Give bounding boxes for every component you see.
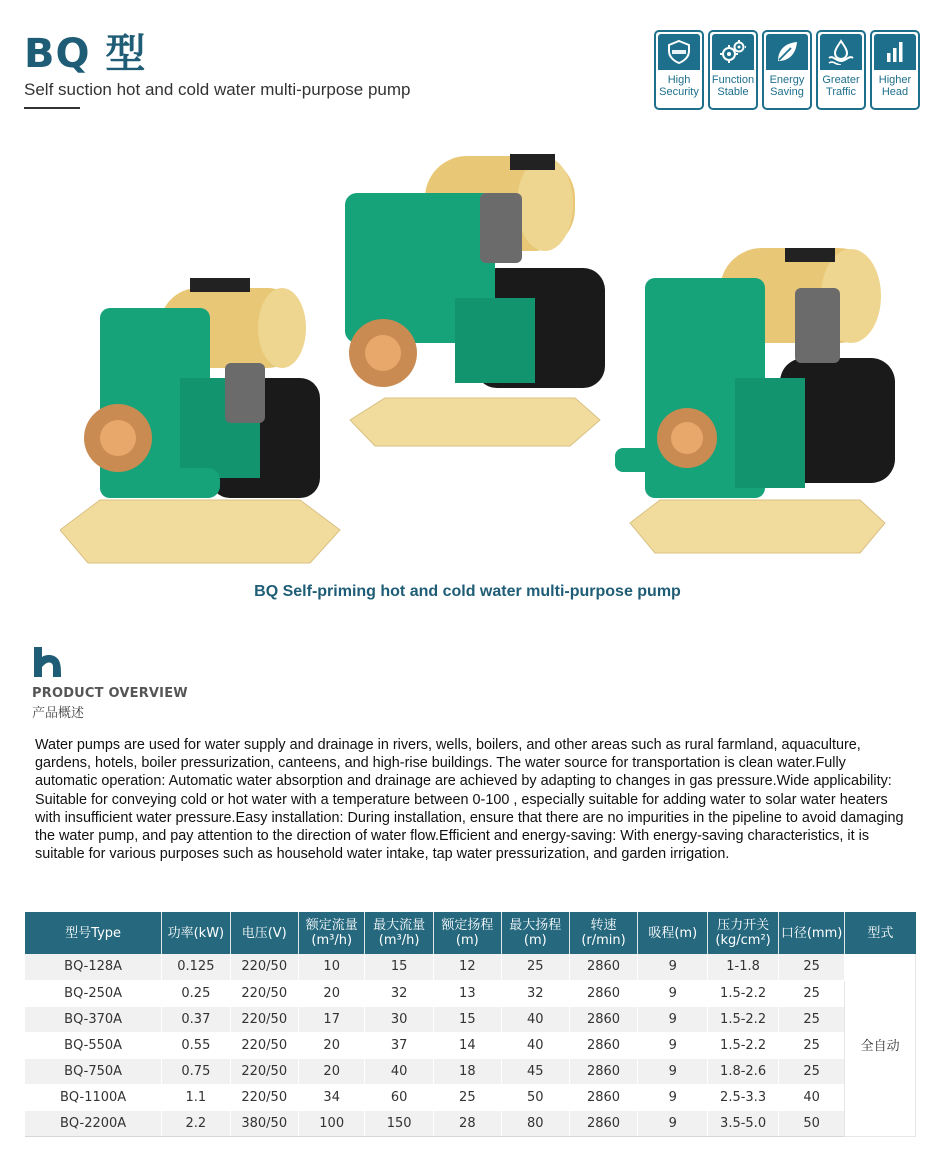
table-cell: 32 xyxy=(501,980,569,1006)
table-cell: BQ-1100A xyxy=(25,1084,162,1110)
header-label: 最大流量 xyxy=(373,918,426,933)
header-label: 压力开关 xyxy=(717,918,770,933)
table-cell: 0.125 xyxy=(162,954,230,980)
title-block xyxy=(24,32,410,100)
table-cell: 2.5-3.3 xyxy=(708,1084,779,1110)
table-cell: BQ-550A xyxy=(25,1032,162,1058)
feature-label-line1: Energy xyxy=(769,74,805,86)
header-label: 电压(V) xyxy=(241,925,287,941)
table-cell: 1.8-2.6 xyxy=(708,1058,779,1084)
table-row xyxy=(25,1006,916,1032)
pump-image-left xyxy=(60,268,350,568)
table-cell: 34 xyxy=(298,1084,364,1110)
table-cell: 220/50 xyxy=(230,1032,298,1058)
header-label: 转速 xyxy=(590,918,617,933)
table-cell: 37 xyxy=(365,1032,433,1058)
column-header xyxy=(708,912,779,954)
shield-icon xyxy=(658,34,700,70)
table-cell: 0.75 xyxy=(162,1058,230,1084)
table-cell: 0.25 xyxy=(162,980,230,1006)
table-row xyxy=(25,1058,916,1084)
header-label: 型式 xyxy=(867,925,894,941)
table-cell: 9 xyxy=(638,1084,708,1110)
leaf-icon xyxy=(766,34,808,70)
table-row xyxy=(25,954,916,980)
title-underline xyxy=(24,107,80,109)
product-images xyxy=(50,148,910,568)
table-cell: 2860 xyxy=(569,954,637,980)
table-cell: 1-1.8 xyxy=(708,954,779,980)
table-cell: 1.5-2.2 xyxy=(708,1032,779,1058)
table-cell: 40 xyxy=(365,1058,433,1084)
table-cell: 14 xyxy=(433,1032,501,1058)
table-cell: 25 xyxy=(778,980,844,1006)
feature-function-stable xyxy=(708,30,758,110)
feature-high-security xyxy=(654,30,704,110)
table-header-row xyxy=(25,912,916,954)
table-cell: 20 xyxy=(298,1058,364,1084)
table-cell: 17 xyxy=(298,1006,364,1032)
table-cell: 25 xyxy=(778,1032,844,1058)
header-unit: (m³/h) xyxy=(378,933,420,948)
pump-image-middle xyxy=(345,148,615,448)
table-cell: BQ-128A xyxy=(25,954,162,980)
table-cell: 2.2 xyxy=(162,1110,230,1136)
table-cell: 20 xyxy=(298,1032,364,1058)
table-row xyxy=(25,980,916,1006)
column-header xyxy=(845,912,916,954)
table-cell: 380/50 xyxy=(230,1110,298,1136)
feature-badges xyxy=(654,30,920,110)
table-cell: BQ-750A xyxy=(25,1058,162,1084)
table-cell: 1.1 xyxy=(162,1084,230,1110)
table-cell: 2860 xyxy=(569,1032,637,1058)
table-row xyxy=(25,1032,916,1058)
header-label: 额定流量 xyxy=(305,918,358,933)
table-cell: 220/50 xyxy=(230,980,298,1006)
table-cell: 220/50 xyxy=(230,1084,298,1110)
header-label: 吸程(m) xyxy=(648,925,698,941)
type-cell: 全自动 xyxy=(845,954,916,1136)
table-cell: 9 xyxy=(638,980,708,1006)
table-cell: 220/50 xyxy=(230,954,298,980)
header-unit: (m) xyxy=(523,933,547,948)
table-cell: 18 xyxy=(433,1058,501,1084)
feature-label-line1: Function xyxy=(711,74,755,86)
water-drop-icon xyxy=(820,34,862,70)
table-cell: 40 xyxy=(778,1084,844,1110)
table-cell: 1.5-2.2 xyxy=(708,980,779,1006)
table-cell: 9 xyxy=(638,1058,708,1084)
table-cell: 50 xyxy=(778,1110,844,1136)
table-cell: 9 xyxy=(638,1032,708,1058)
table-cell: 25 xyxy=(501,954,569,980)
table-cell: 25 xyxy=(778,1058,844,1084)
overview-title-en: PRODUCT OVERVIEW xyxy=(32,686,188,701)
table-row xyxy=(25,1084,916,1110)
column-header xyxy=(298,912,364,954)
table-cell: 15 xyxy=(365,954,433,980)
header-label: 功率(kW) xyxy=(167,925,225,941)
header-label: 最大扬程 xyxy=(509,918,562,933)
table-cell: 32 xyxy=(365,980,433,1006)
header-unit: (m) xyxy=(455,933,479,948)
header-label: 额定扬程 xyxy=(441,918,494,933)
specification-table xyxy=(25,912,916,1137)
header-label: 口径(mm) xyxy=(780,925,843,941)
feature-label-line2: Head xyxy=(881,86,909,98)
table-cell: 0.37 xyxy=(162,1006,230,1032)
table-cell: 150 xyxy=(365,1110,433,1136)
column-header xyxy=(162,912,230,954)
table-cell: BQ-250A xyxy=(25,980,162,1006)
table-cell: 30 xyxy=(365,1006,433,1032)
page-title: BQ 型 xyxy=(24,31,147,77)
table-cell: 1.5-2.2 xyxy=(708,1006,779,1032)
table-cell: 50 xyxy=(501,1084,569,1110)
product-overview-heading xyxy=(32,647,188,721)
brand-logo-icon xyxy=(32,647,64,677)
table-cell: 2860 xyxy=(569,980,637,1006)
table-cell: 2860 xyxy=(569,1084,637,1110)
header-unit: (kg/cm²) xyxy=(715,933,771,948)
table-cell: 20 xyxy=(298,980,364,1006)
table-cell: 40 xyxy=(501,1006,569,1032)
header-unit: (m³/h) xyxy=(311,933,353,948)
feature-label-line1: Greater xyxy=(822,74,860,86)
column-header xyxy=(230,912,298,954)
table-cell: 45 xyxy=(501,1058,569,1084)
table-cell: 60 xyxy=(365,1084,433,1110)
column-header xyxy=(25,912,162,954)
table-cell: 220/50 xyxy=(230,1058,298,1084)
table-cell: 9 xyxy=(638,1006,708,1032)
table-cell: 15 xyxy=(433,1006,501,1032)
header-unit: (r/min) xyxy=(581,933,626,948)
table-cell: 13 xyxy=(433,980,501,1006)
table-cell: 0.55 xyxy=(162,1032,230,1058)
feature-label-line2: Stable xyxy=(717,86,749,98)
table-row xyxy=(25,1110,916,1136)
table-cell: 25 xyxy=(778,954,844,980)
column-header xyxy=(638,912,708,954)
table-cell: 80 xyxy=(501,1110,569,1136)
product-description: Water pumps are used for water supply and drainage in rivers, wells, boilers, and other areas such as rural farmland, aquaculture, gardens, hotels, boiler pressurization, canteens, and high-rise buildings. The water source for transportation is clean water.Fully automatic operation: Automatic water absorption and drainage are achieved by adapting to changes in gas pressure.Wide applicability: Suitable for conveying cold or hot water with a temperature between 0-100 , especially suitable for adding water to solar water heaters with insufficient water pressure.Easy installation: During installation, ensure that there are no impurities in the pipeline to avoid damaging the water pump, and pay attention to the direction of water flow.Efficient and energy-saving: With energy-saving characteristics, it is suitable for various purposes such as household water intake, tap water pressurization, and garden irrigation. xyxy=(35,737,904,863)
overview-title-cn: 产品概述 xyxy=(32,706,85,721)
header-label: 型号Type xyxy=(65,925,122,941)
table-cell: 25 xyxy=(778,1006,844,1032)
feature-label-line1: Higher xyxy=(878,74,912,86)
gears-icon xyxy=(712,34,754,70)
bar-chart-icon xyxy=(874,34,916,70)
column-header xyxy=(501,912,569,954)
feature-label-line2: Security xyxy=(659,86,699,98)
table-cell: 28 xyxy=(433,1110,501,1136)
table-cell: BQ-2200A xyxy=(25,1110,162,1136)
table-cell: 2860 xyxy=(569,1006,637,1032)
product-caption: BQ Self-priming hot and cold water multi-purpose pump xyxy=(254,583,681,600)
column-header xyxy=(365,912,433,954)
column-header xyxy=(433,912,501,954)
feature-energy-saving xyxy=(762,30,812,110)
table-cell: 220/50 xyxy=(230,1006,298,1032)
table-cell: 12 xyxy=(433,954,501,980)
feature-label-line2: Traffic xyxy=(826,86,856,98)
column-header xyxy=(778,912,844,954)
table-cell: 2860 xyxy=(569,1110,637,1136)
table-cell: 9 xyxy=(638,954,708,980)
table-cell: 100 xyxy=(298,1110,364,1136)
table-cell: 25 xyxy=(433,1084,501,1110)
table-cell: BQ-370A xyxy=(25,1006,162,1032)
feature-greater-traffic xyxy=(816,30,866,110)
table-cell: 2860 xyxy=(569,1058,637,1084)
table-cell: 9 xyxy=(638,1110,708,1136)
table-cell: 40 xyxy=(501,1032,569,1058)
feature-higher-head xyxy=(870,30,920,110)
feature-label-line2: Saving xyxy=(770,86,804,98)
pump-image-right xyxy=(615,248,905,558)
table-cell: 3.5-5.0 xyxy=(708,1110,779,1136)
column-header xyxy=(569,912,637,954)
feature-label-line1: High xyxy=(667,74,691,86)
table-cell: 10 xyxy=(298,954,364,980)
page-subtitle: Self suction hot and cold water multi-purpose pump xyxy=(24,80,411,99)
